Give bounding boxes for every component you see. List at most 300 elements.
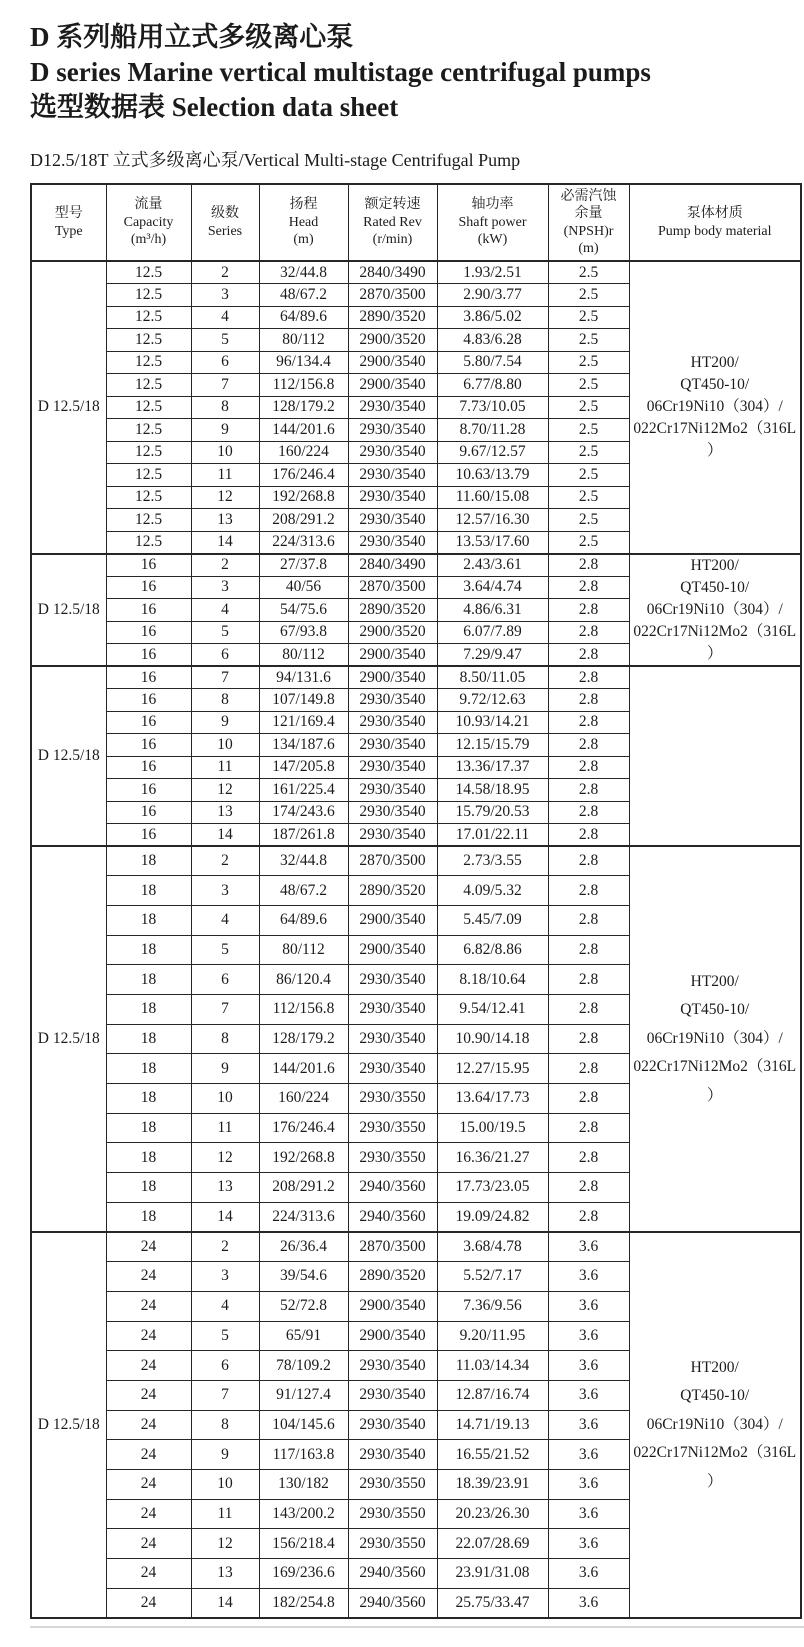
- series-cell: 14: [191, 531, 259, 554]
- capacity-cell: 18: [106, 1113, 191, 1143]
- npsh-cell: 2.8: [548, 1113, 629, 1143]
- series-cell: 8: [191, 396, 259, 419]
- series-cell: 2: [191, 554, 259, 577]
- head-cell: 112/156.8: [259, 374, 348, 397]
- material-line: ）: [706, 644, 723, 662]
- head-cell: 160/224: [259, 1084, 348, 1114]
- npsh-cell: 2.5: [548, 374, 629, 397]
- head-cell: 121/169.4: [259, 711, 348, 734]
- npsh-cell: 3.6: [548, 1232, 629, 1262]
- series-cell: 12: [191, 1529, 259, 1559]
- series-cell: 2: [191, 1232, 259, 1262]
- header-material: [629, 184, 801, 261]
- table-row: [31, 846, 801, 876]
- shaft-power-cell: 1.93/2.51: [437, 261, 548, 284]
- material-line: HT200/: [690, 556, 739, 574]
- rated-rev-cell: 2930/3540: [348, 734, 437, 757]
- header-row: [31, 184, 801, 261]
- npsh-cell: 2.8: [548, 1202, 629, 1232]
- rated-rev-cell: 2930/3540: [348, 419, 437, 442]
- rated-rev-cell: 2840/3490: [348, 261, 437, 284]
- shaft-power-cell: 16.55/21.52: [437, 1440, 548, 1470]
- series-cell: 12: [191, 1143, 259, 1173]
- capacity-cell: 24: [106, 1559, 191, 1589]
- npsh-cell: 2.8: [548, 734, 629, 757]
- npsh-cell: 2.8: [548, 779, 629, 802]
- series-cell: 10: [191, 1084, 259, 1114]
- rated-rev-cell: 2930/3540: [348, 464, 437, 487]
- shaft-power-cell: 20.23/26.30: [437, 1499, 548, 1529]
- page-title-en: D series Marine vertical multistage centrifugal pumps: [30, 57, 651, 87]
- shaft-power-cell: 7.29/9.47: [437, 644, 548, 667]
- head-cell: 27/37.8: [259, 554, 348, 577]
- head-cell: 128/179.2: [259, 396, 348, 419]
- rated-rev-cell: 2930/3550: [348, 1499, 437, 1529]
- scan-artifact-line: [30, 1626, 804, 1628]
- capacity-cell: 16: [106, 779, 191, 802]
- head-cell: 86/120.4: [259, 965, 348, 995]
- material-line: HT200/: [690, 354, 739, 372]
- head-cell: 147/205.8: [259, 756, 348, 779]
- capacity-cell: 18: [106, 905, 191, 935]
- shaft-power-cell: 18.39/23.91: [437, 1469, 548, 1499]
- head-cell: 176/246.4: [259, 464, 348, 487]
- series-cell: 9: [191, 1054, 259, 1084]
- type-cell: D 12.5/18: [31, 666, 106, 846]
- table-row: [31, 666, 801, 689]
- capacity-cell: 16: [106, 576, 191, 599]
- series-cell: 11: [191, 464, 259, 487]
- capacity-cell: 12.5: [106, 284, 191, 307]
- header-line: Head: [288, 214, 319, 230]
- capacity-cell: 12.5: [106, 486, 191, 509]
- material-cell: [629, 666, 801, 846]
- shaft-power-cell: 9.67/12.57: [437, 441, 548, 464]
- capacity-cell: 24: [106, 1262, 191, 1292]
- capacity-cell: 12.5: [106, 396, 191, 419]
- capacity-cell: 24: [106, 1291, 191, 1321]
- type-cell: D 12.5/18: [31, 554, 106, 667]
- material-cell: [629, 1232, 801, 1618]
- rated-rev-cell: 2930/3540: [348, 1440, 437, 1470]
- rated-rev-cell: 2900/3540: [348, 644, 437, 667]
- head-cell: 117/163.8: [259, 1440, 348, 1470]
- capacity-cell: 12.5: [106, 419, 191, 442]
- rated-rev-cell: 2870/3500: [348, 1232, 437, 1262]
- shaft-power-cell: 11.03/14.34: [437, 1351, 548, 1381]
- series-cell: 10: [191, 441, 259, 464]
- shaft-power-cell: 13.64/17.73: [437, 1084, 548, 1114]
- capacity-cell: 24: [106, 1232, 191, 1262]
- series-cell: 5: [191, 329, 259, 352]
- capacity-cell: 16: [106, 599, 191, 622]
- capacity-cell: 18: [106, 1202, 191, 1232]
- rated-rev-cell: 2930/3540: [348, 801, 437, 824]
- npsh-cell: 3.6: [548, 1588, 629, 1618]
- npsh-cell: 2.8: [548, 621, 629, 644]
- rated-rev-cell: 2890/3520: [348, 1262, 437, 1292]
- npsh-cell: 3.6: [548, 1559, 629, 1589]
- rated-rev-cell: 2900/3540: [348, 666, 437, 689]
- material-line: 06Cr19Ni10（304）/: [646, 1415, 783, 1433]
- series-cell: 4: [191, 1291, 259, 1321]
- header-npsh: [548, 184, 629, 261]
- head-cell: 187/261.8: [259, 824, 348, 847]
- series-cell: 8: [191, 1410, 259, 1440]
- series-cell: 13: [191, 1173, 259, 1203]
- header-line: 额定转速: [364, 197, 421, 213]
- rated-rev-cell: 2930/3540: [348, 441, 437, 464]
- shaft-power-cell: 4.86/6.31: [437, 599, 548, 622]
- npsh-cell: 2.8: [548, 1054, 629, 1084]
- capacity-cell: 16: [106, 756, 191, 779]
- rated-rev-cell: 2930/3540: [348, 1380, 437, 1410]
- capacity-cell: 16: [106, 711, 191, 734]
- header-capacity: [106, 184, 191, 261]
- shaft-power-cell: 8.50/11.05: [437, 666, 548, 689]
- head-cell: 65/91: [259, 1321, 348, 1351]
- header-line: 流量: [134, 197, 163, 213]
- head-cell: 80/112: [259, 644, 348, 667]
- shaft-power-cell: 23.91/31.08: [437, 1559, 548, 1589]
- npsh-cell: 2.8: [548, 994, 629, 1024]
- head-cell: 192/268.8: [259, 1143, 348, 1173]
- series-cell: 4: [191, 905, 259, 935]
- shaft-power-cell: 10.93/14.21: [437, 711, 548, 734]
- npsh-cell: 3.6: [548, 1529, 629, 1559]
- series-cell: 9: [191, 419, 259, 442]
- capacity-cell: 18: [106, 846, 191, 876]
- capacity-cell: 18: [106, 994, 191, 1024]
- shaft-power-cell: 12.27/15.95: [437, 1054, 548, 1084]
- head-cell: 161/225.4: [259, 779, 348, 802]
- shaft-power-cell: 3.68/4.78: [437, 1232, 548, 1262]
- series-cell: 11: [191, 1499, 259, 1529]
- header-rated-rev: [348, 184, 437, 261]
- capacity-cell: 18: [106, 935, 191, 965]
- capacity-cell: 16: [106, 824, 191, 847]
- header-line: (NPSH)r: [563, 223, 614, 239]
- header-line: (m): [293, 232, 314, 248]
- shaft-power-cell: 2.73/3.55: [437, 846, 548, 876]
- series-cell: 3: [191, 284, 259, 307]
- head-cell: 48/67.2: [259, 876, 348, 906]
- series-cell: 14: [191, 824, 259, 847]
- npsh-cell: 2.8: [548, 576, 629, 599]
- shaft-power-cell: 4.83/6.28: [437, 329, 548, 352]
- shaft-power-cell: 7.36/9.56: [437, 1291, 548, 1321]
- series-cell: 5: [191, 935, 259, 965]
- header-head: [259, 184, 348, 261]
- material-line: 022Cr17Ni12Mo2（316L: [633, 420, 797, 438]
- shaft-power-cell: 14.71/19.13: [437, 1410, 548, 1440]
- shaft-power-cell: 3.64/4.74: [437, 576, 548, 599]
- capacity-cell: 12.5: [106, 509, 191, 532]
- npsh-cell: 2.8: [548, 599, 629, 622]
- rated-rev-cell: 2930/3550: [348, 1143, 437, 1173]
- header-line: (m): [578, 241, 599, 256]
- head-cell: 64/89.6: [259, 905, 348, 935]
- page-title-zh: D 系列船用立式多级离心泵: [30, 22, 354, 52]
- npsh-cell: 2.8: [548, 666, 629, 689]
- rated-rev-cell: 2900/3520: [348, 621, 437, 644]
- npsh-cell: 2.5: [548, 306, 629, 329]
- rated-rev-cell: 2870/3500: [348, 846, 437, 876]
- capacity-cell: 16: [106, 621, 191, 644]
- npsh-cell: 3.6: [548, 1499, 629, 1529]
- capacity-cell: 12.5: [106, 306, 191, 329]
- npsh-cell: 3.6: [548, 1380, 629, 1410]
- material-line: ）: [706, 1472, 723, 1490]
- series-cell: 8: [191, 1024, 259, 1054]
- head-cell: 54/75.6: [259, 599, 348, 622]
- series-cell: 9: [191, 711, 259, 734]
- rated-rev-cell: 2900/3540: [348, 1291, 437, 1321]
- rated-rev-cell: 2930/3550: [348, 1529, 437, 1559]
- npsh-cell: 3.6: [548, 1469, 629, 1499]
- series-cell: 3: [191, 576, 259, 599]
- npsh-cell: 2.8: [548, 1173, 629, 1203]
- table-row: [31, 1232, 801, 1262]
- capacity-cell: 12.5: [106, 441, 191, 464]
- head-cell: 130/182: [259, 1469, 348, 1499]
- head-cell: 160/224: [259, 441, 348, 464]
- rated-rev-cell: 2900/3540: [348, 374, 437, 397]
- capacity-cell: 18: [106, 1084, 191, 1114]
- rated-rev-cell: 2930/3540: [348, 396, 437, 419]
- series-cell: 14: [191, 1588, 259, 1618]
- material-line: ）: [706, 442, 723, 460]
- head-cell: 32/44.8: [259, 261, 348, 284]
- rated-rev-cell: 2940/3560: [348, 1202, 437, 1232]
- rated-rev-cell: 2930/3550: [348, 1113, 437, 1143]
- capacity-cell: 24: [106, 1440, 191, 1470]
- rated-rev-cell: 2930/3550: [348, 1084, 437, 1114]
- npsh-cell: 2.5: [548, 441, 629, 464]
- rated-rev-cell: 2930/3540: [348, 689, 437, 712]
- rated-rev-cell: 2930/3540: [348, 531, 437, 554]
- series-cell: 12: [191, 779, 259, 802]
- npsh-cell: 2.8: [548, 846, 629, 876]
- series-cell: 7: [191, 666, 259, 689]
- header-line: Shaft power: [458, 214, 527, 230]
- material-cell: [629, 554, 801, 667]
- capacity-cell: 18: [106, 876, 191, 906]
- header-line: Rated Rev: [363, 214, 422, 230]
- header-line: 泵体材质: [686, 206, 743, 221]
- series-cell: 5: [191, 621, 259, 644]
- capacity-cell: 24: [106, 1469, 191, 1499]
- head-cell: 48/67.2: [259, 284, 348, 307]
- head-cell: 208/291.2: [259, 1173, 348, 1203]
- npsh-cell: 2.8: [548, 644, 629, 667]
- capacity-cell: 24: [106, 1588, 191, 1618]
- shaft-power-cell: 2.90/3.77: [437, 284, 548, 307]
- rated-rev-cell: 2890/3520: [348, 876, 437, 906]
- rated-rev-cell: 2930/3540: [348, 509, 437, 532]
- material-line: QT450-10/: [680, 376, 750, 394]
- npsh-cell: 3.6: [548, 1321, 629, 1351]
- npsh-cell: 2.5: [548, 396, 629, 419]
- header-series: [191, 184, 259, 261]
- shaft-power-cell: 7.73/10.05: [437, 396, 548, 419]
- series-cell: 11: [191, 756, 259, 779]
- npsh-cell: 2.8: [548, 689, 629, 712]
- shaft-power-cell: 19.09/24.82: [437, 1202, 548, 1232]
- capacity-cell: 24: [106, 1351, 191, 1381]
- head-cell: 192/268.8: [259, 486, 348, 509]
- head-cell: 80/112: [259, 329, 348, 352]
- capacity-cell: 24: [106, 1380, 191, 1410]
- npsh-cell: 2.5: [548, 464, 629, 487]
- series-cell: 11: [191, 1113, 259, 1143]
- capacity-cell: 24: [106, 1529, 191, 1559]
- npsh-cell: 2.8: [548, 905, 629, 935]
- shaft-power-cell: 22.07/28.69: [437, 1529, 548, 1559]
- head-cell: 78/109.2: [259, 1351, 348, 1381]
- npsh-cell: 2.8: [548, 824, 629, 847]
- head-cell: 182/254.8: [259, 1588, 348, 1618]
- shaft-power-cell: 5.80/7.54: [437, 351, 548, 374]
- series-cell: 4: [191, 599, 259, 622]
- rated-rev-cell: 2930/3540: [348, 1024, 437, 1054]
- npsh-cell: 3.6: [548, 1440, 629, 1470]
- series-cell: 8: [191, 689, 259, 712]
- rated-rev-cell: 2940/3560: [348, 1173, 437, 1203]
- shaft-power-cell: 9.20/11.95: [437, 1321, 548, 1351]
- capacity-cell: 18: [106, 1143, 191, 1173]
- series-cell: 4: [191, 306, 259, 329]
- rated-rev-cell: 2940/3560: [348, 1588, 437, 1618]
- rated-rev-cell: 2930/3540: [348, 756, 437, 779]
- header-line: 级数: [211, 206, 239, 221]
- head-cell: 107/149.8: [259, 689, 348, 712]
- rated-rev-cell: 2930/3540: [348, 1054, 437, 1084]
- head-cell: 104/145.6: [259, 1410, 348, 1440]
- material-line: 06Cr19Ni10（304）/: [646, 398, 783, 416]
- npsh-cell: 2.5: [548, 284, 629, 307]
- series-cell: 13: [191, 509, 259, 532]
- series-cell: 13: [191, 801, 259, 824]
- table-body: [31, 261, 801, 1618]
- shaft-power-cell: 15.00/19.5: [437, 1113, 548, 1143]
- head-cell: 112/156.8: [259, 994, 348, 1024]
- rated-rev-cell: 2870/3500: [348, 576, 437, 599]
- capacity-cell: 16: [106, 689, 191, 712]
- series-cell: 6: [191, 644, 259, 667]
- series-cell: 3: [191, 1262, 259, 1292]
- capacity-cell: 24: [106, 1321, 191, 1351]
- rated-rev-cell: 2930/3540: [348, 1351, 437, 1381]
- material-line: ）: [706, 1086, 723, 1104]
- head-cell: 32/44.8: [259, 846, 348, 876]
- header-shaft-power: [437, 184, 548, 261]
- capacity-cell: 12.5: [106, 351, 191, 374]
- head-cell: 64/89.6: [259, 306, 348, 329]
- header-line: Series: [207, 223, 243, 239]
- material-line: QT450-10/: [680, 1387, 750, 1405]
- shaft-power-cell: 12.87/16.74: [437, 1380, 548, 1410]
- series-cell: 10: [191, 734, 259, 757]
- shaft-power-cell: 9.54/12.41: [437, 994, 548, 1024]
- shaft-power-cell: 6.07/7.89: [437, 621, 548, 644]
- shaft-power-cell: 17.01/22.11: [437, 824, 548, 847]
- series-cell: 12: [191, 486, 259, 509]
- head-cell: 143/200.2: [259, 1499, 348, 1529]
- rated-rev-cell: 2900/3540: [348, 351, 437, 374]
- material-line: HT200/: [690, 972, 739, 990]
- shaft-power-cell: 2.43/3.61: [437, 554, 548, 577]
- capacity-cell: 12.5: [106, 531, 191, 554]
- npsh-cell: 2.8: [548, 876, 629, 906]
- capacity-cell: 12.5: [106, 329, 191, 352]
- series-cell: 2: [191, 846, 259, 876]
- rated-rev-cell: 2940/3560: [348, 1559, 437, 1589]
- shaft-power-cell: 8.18/10.64: [437, 965, 548, 995]
- material-cell: [629, 261, 801, 554]
- capacity-cell: 12.5: [106, 464, 191, 487]
- head-cell: 224/313.6: [259, 1202, 348, 1232]
- shaft-power-cell: 17.73/23.05: [437, 1173, 548, 1203]
- header-line: (kW): [477, 232, 508, 248]
- rated-rev-cell: 2930/3540: [348, 994, 437, 1024]
- shaft-power-cell: 10.90/14.18: [437, 1024, 548, 1054]
- rated-rev-cell: 2930/3540: [348, 965, 437, 995]
- head-cell: 39/54.6: [259, 1262, 348, 1292]
- head-cell: 52/72.8: [259, 1291, 348, 1321]
- table-caption: D12.5/18T 立式多级离心泵/Vertical Multi-stage Centrifugal Pump: [30, 150, 521, 170]
- head-cell: 169/236.6: [259, 1559, 348, 1589]
- capacity-cell: 12.5: [106, 261, 191, 284]
- type-cell: D 12.5/18: [31, 846, 106, 1232]
- header-type: [31, 184, 106, 261]
- npsh-cell: 2.8: [548, 711, 629, 734]
- table-header: [31, 184, 801, 261]
- head-cell: 80/112: [259, 935, 348, 965]
- shaft-power-cell: 15.79/20.53: [437, 801, 548, 824]
- type-cell: D 12.5/18: [31, 261, 106, 554]
- table-row: [31, 554, 801, 577]
- type-cell: D 12.5/18: [31, 1232, 106, 1618]
- header-line: 扬程: [289, 197, 318, 213]
- capacity-cell: 18: [106, 1054, 191, 1084]
- rated-rev-cell: 2900/3520: [348, 329, 437, 352]
- capacity-cell: 16: [106, 644, 191, 667]
- capacity-cell: 18: [106, 965, 191, 995]
- rated-rev-cell: 2930/3550: [348, 1469, 437, 1499]
- series-cell: 7: [191, 374, 259, 397]
- rated-rev-cell: 2840/3490: [348, 554, 437, 577]
- rated-rev-cell: 2930/3540: [348, 779, 437, 802]
- npsh-cell: 2.5: [548, 351, 629, 374]
- material-line: 022Cr17Ni12Mo2（316L: [633, 1058, 797, 1076]
- table-row: [31, 261, 801, 284]
- head-cell: 134/187.6: [259, 734, 348, 757]
- npsh-cell: 2.5: [548, 509, 629, 532]
- capacity-cell: 18: [106, 1024, 191, 1054]
- material-line: 06Cr19Ni10（304）/: [646, 1029, 783, 1047]
- series-cell: 7: [191, 1380, 259, 1410]
- series-cell: 14: [191, 1202, 259, 1232]
- npsh-cell: 3.6: [548, 1262, 629, 1292]
- head-cell: 96/134.4: [259, 351, 348, 374]
- npsh-cell: 2.8: [548, 756, 629, 779]
- page-title-sub: 选型数据表 Selection data sheet: [30, 92, 399, 122]
- capacity-cell: 16: [106, 554, 191, 577]
- npsh-cell: 2.8: [548, 1143, 629, 1173]
- npsh-cell: 3.6: [548, 1291, 629, 1321]
- head-cell: 40/56: [259, 576, 348, 599]
